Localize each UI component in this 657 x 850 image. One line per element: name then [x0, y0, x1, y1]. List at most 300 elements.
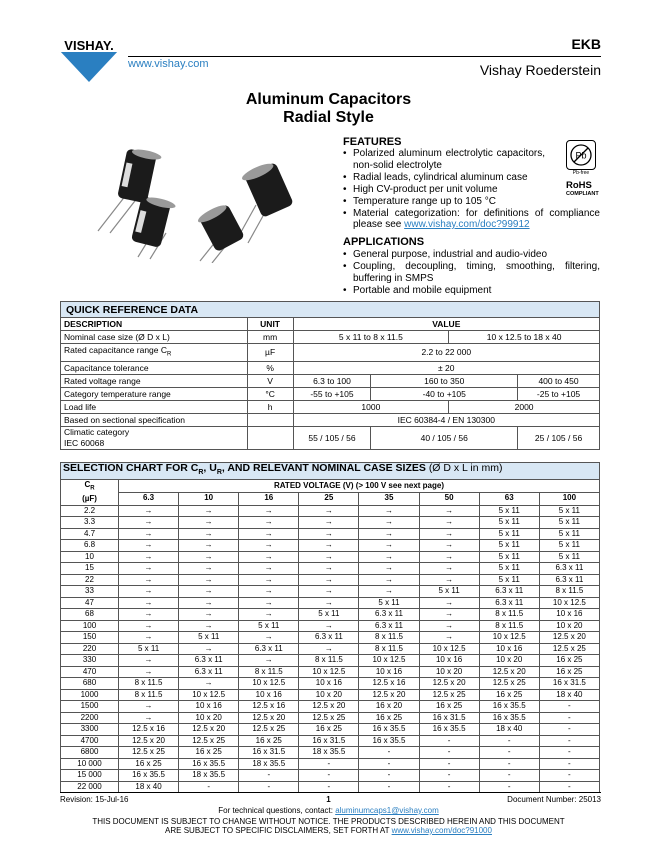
- table-row: [61, 689, 600, 701]
- case-size-cell: 12.5 x 20: [119, 735, 179, 747]
- case-size-cell: 12.5 x 20: [179, 724, 239, 736]
- cr-unit: (µF): [82, 494, 97, 504]
- case-size-cell: →: [239, 563, 299, 575]
- table-row: [61, 735, 600, 747]
- case-size-cell: →: [299, 586, 359, 598]
- case-size-cell: 16 x 31.5: [239, 747, 299, 759]
- voltage-cell: 6.3: [119, 492, 179, 505]
- capacitance-cell: 15 000: [61, 770, 119, 782]
- case-size-cell: →: [119, 505, 179, 517]
- case-size-cell: 5 x 11: [539, 517, 599, 529]
- table-cell: -55 to +105: [293, 387, 371, 400]
- case-size-cell: →: [179, 517, 239, 529]
- case-size-cell: →: [359, 540, 419, 552]
- case-size-cell: 10 x 16: [179, 701, 239, 713]
- table-cell: 10 x 12.5 to 18 x 40: [449, 331, 600, 344]
- table-row: [61, 505, 600, 517]
- case-size-cell: -: [479, 781, 539, 793]
- revision: Revision: 15-Jul-16: [60, 795, 129, 804]
- case-size-cell: 8 x 11.5: [119, 678, 179, 690]
- case-size-cell: →: [359, 586, 419, 598]
- list-item: • Polarized aluminum electrolytic capacitors, non-solid electrolyte: [343, 148, 600, 171]
- case-size-cell: 12.5 x 25: [119, 747, 179, 759]
- case-size-cell: →: [179, 528, 239, 540]
- column-header: UNIT: [247, 318, 293, 331]
- case-size-cell: 18 x 40: [119, 781, 179, 793]
- case-size-cell: -: [479, 747, 539, 759]
- quick-reference-title: QUICK REFERENCE DATA: [61, 302, 600, 318]
- applications-heading: APPLICATIONS: [343, 236, 425, 248]
- case-size-cell: →: [359, 528, 419, 540]
- case-size-cell: -: [539, 701, 599, 713]
- table-row: [61, 344, 600, 362]
- case-size-cell: 16 x 35.5: [119, 770, 179, 782]
- table-row: [61, 597, 600, 609]
- case-size-cell: 5 x 11: [239, 620, 299, 632]
- case-size-cell: 5 x 11: [299, 609, 359, 621]
- compliant-label: COMPLIANT: [566, 191, 599, 197]
- case-size-cell: -: [299, 770, 359, 782]
- table-cell: 2.2 to 22 000: [293, 344, 599, 362]
- case-size-cell: 10 x 16: [239, 689, 299, 701]
- case-size-cell: 6.3 x 11: [179, 655, 239, 667]
- case-size-cell: →: [119, 574, 179, 586]
- table-cell: 160 to 350: [371, 374, 518, 387]
- capacitance-cell: 15: [61, 563, 119, 575]
- case-size-cell: →: [119, 586, 179, 598]
- case-size-cell: →: [359, 517, 419, 529]
- page-title: Aluminum Capacitors: [245, 91, 412, 108]
- case-size-cell: 5 x 11: [539, 505, 599, 517]
- capacitance-cell: 3.3: [61, 517, 119, 529]
- table-cell: Capacitance tolerance: [61, 361, 248, 374]
- case-size-cell: →: [419, 505, 479, 517]
- column-header: DESCRIPTION: [61, 318, 248, 331]
- case-size-cell: 16 x 25: [299, 724, 359, 736]
- case-size-cell: →: [119, 632, 179, 644]
- material-text: Material categorization: for definitions of compliance please see: [353, 207, 600, 230]
- case-size-cell: →: [179, 643, 239, 655]
- case-size-cell: -: [419, 781, 479, 793]
- applications-list: [343, 249, 600, 297]
- contact-line: [0, 806, 657, 815]
- case-size-cell: -: [539, 770, 599, 782]
- list-item: • General purpose, industrial and audio-video: [343, 249, 600, 261]
- table-cell: ± 20: [293, 361, 599, 374]
- case-size-cell: 10 x 12.5: [419, 643, 479, 655]
- title-subscript: R: [198, 469, 204, 477]
- case-size-cell: →: [299, 551, 359, 563]
- table-cell: Nominal case size (Ø D x L): [61, 331, 248, 344]
- case-size-cell: →: [239, 597, 299, 609]
- case-size-cell: 6.3 x 11: [299, 632, 359, 644]
- case-size-cell: 8 x 11.5: [119, 689, 179, 701]
- case-size-cell: 10 x 20: [419, 666, 479, 678]
- table-row: [61, 551, 600, 563]
- case-size-cell: 8 x 11.5: [539, 586, 599, 598]
- case-size-cell: →: [239, 540, 299, 552]
- case-size-cell: 16 x 35.5: [179, 758, 239, 770]
- case-size-cell: 16 x 35.5: [479, 712, 539, 724]
- disclaimer-line-2: [0, 826, 657, 835]
- table-cell: V: [247, 374, 293, 387]
- case-size-cell: -: [539, 781, 599, 793]
- capacitance-cell: 680: [61, 678, 119, 690]
- capacitance-cell: 33: [61, 586, 119, 598]
- company-name: Vishay Roederstein: [479, 62, 601, 78]
- column-header: VALUE: [293, 318, 599, 331]
- case-size-cell: 8 x 11.5: [359, 632, 419, 644]
- case-size-cell: 10 x 16: [539, 609, 599, 621]
- case-size-cell: 12.5 x 16: [239, 701, 299, 713]
- features-heading: FEATURES: [343, 136, 402, 148]
- case-size-cell: 6.3 x 11: [179, 666, 239, 678]
- case-size-cell: →: [299, 563, 359, 575]
- case-size-cell: 16 x 25: [359, 712, 419, 724]
- case-size-cell: 6.3 x 11: [239, 643, 299, 655]
- table-row: [61, 632, 600, 644]
- table-row: [61, 609, 600, 621]
- capacitance-cell: 4.7: [61, 528, 119, 540]
- table-cell: µF: [247, 344, 293, 362]
- case-size-cell: -: [419, 747, 479, 759]
- case-size-cell: 16 x 25: [119, 758, 179, 770]
- case-size-cell: 10 x 16: [359, 666, 419, 678]
- table-row: [61, 678, 600, 690]
- case-size-cell: 10 x 12.5: [179, 689, 239, 701]
- case-size-cell: 16 x 31.5: [419, 712, 479, 724]
- case-size-cell: 12.5 x 20: [299, 701, 359, 713]
- table-row: [61, 540, 600, 552]
- case-size-cell: -: [479, 770, 539, 782]
- case-size-cell: 10 x 12.5: [239, 678, 299, 690]
- case-size-cell: 6.3 x 11: [359, 609, 419, 621]
- case-size-cell: -: [239, 770, 299, 782]
- case-size-cell: 16 x 35.5: [479, 701, 539, 713]
- case-size-cell: 5 x 11: [539, 540, 599, 552]
- table-row: [61, 712, 600, 724]
- table-row: [61, 528, 600, 540]
- voltage-cell: 63: [479, 492, 539, 505]
- case-size-cell: 12.5 x 20: [359, 689, 419, 701]
- capacitance-cell: 470: [61, 666, 119, 678]
- page-subtitle: Radial Style: [283, 109, 374, 126]
- table-row: [61, 666, 600, 678]
- case-size-cell: -: [539, 735, 599, 747]
- case-size-cell: 8 x 11.5: [479, 609, 539, 621]
- table-cell: 55 / 105 / 56: [293, 426, 371, 449]
- capacitor-body-3: [240, 161, 294, 218]
- case-size-cell: →: [239, 632, 299, 644]
- case-size-cell: →: [419, 620, 479, 632]
- table-row: [61, 413, 600, 426]
- case-size-cell: →: [119, 712, 179, 724]
- case-size-cell: →: [299, 540, 359, 552]
- case-size-cell: →: [179, 586, 239, 598]
- case-size-cell: →: [179, 609, 239, 621]
- capacitance-cell: 68: [61, 609, 119, 621]
- case-size-cell: -: [419, 758, 479, 770]
- case-size-cell: 12.5 x 20: [479, 666, 539, 678]
- case-size-cell: -: [299, 781, 359, 793]
- case-size-cell: 16 x 35.5: [359, 724, 419, 736]
- capacitance-cell: 10: [61, 551, 119, 563]
- case-size-cell: 6.3 x 11: [479, 586, 539, 598]
- case-size-cell: →: [359, 505, 419, 517]
- selection-chart-table: [60, 462, 600, 793]
- title-text: , U: [203, 462, 217, 475]
- case-size-cell: 10 x 12.5: [539, 597, 599, 609]
- capacitance-cell: 6800: [61, 747, 119, 759]
- case-size-cell: →: [179, 551, 239, 563]
- disclaimer-link[interactable]: www.vishay.com/doc?91000: [391, 826, 492, 835]
- case-size-cell: →: [179, 540, 239, 552]
- pb-text: Pb: [575, 150, 587, 161]
- case-size-cell: 10 x 12.5: [359, 655, 419, 667]
- case-size-cell: 6.3 x 11: [479, 597, 539, 609]
- case-size-cell: 12.5 x 25: [299, 712, 359, 724]
- table-cell: °C: [247, 387, 293, 400]
- pb-free-icon: [566, 140, 596, 170]
- header-rule: [128, 56, 601, 57]
- case-size-cell: 12.5 x 20: [419, 678, 479, 690]
- case-size-cell: 16 x 25: [179, 747, 239, 759]
- voltage-row: [61, 492, 600, 505]
- case-size-cell: 12.5 x 16: [119, 724, 179, 736]
- case-size-cell: -: [479, 735, 539, 747]
- case-size-cell: →: [359, 551, 419, 563]
- case-size-cell: 12.5 x 25: [479, 678, 539, 690]
- case-size-cell: →: [119, 609, 179, 621]
- case-size-cell: →: [119, 563, 179, 575]
- case-size-cell: →: [419, 632, 479, 644]
- case-size-cell: →: [419, 517, 479, 529]
- case-size-cell: 16 x 31.5: [299, 735, 359, 747]
- case-size-cell: →: [179, 574, 239, 586]
- case-size-cell: →: [299, 517, 359, 529]
- cr-subscript: R: [90, 485, 95, 492]
- case-size-cell: →: [419, 540, 479, 552]
- table-row: [61, 781, 600, 793]
- table-cell: [247, 426, 293, 449]
- capacitance-cell: 3300: [61, 724, 119, 736]
- table-row: [61, 620, 600, 632]
- case-size-cell: -: [539, 724, 599, 736]
- list-item: [343, 208, 600, 231]
- title-text: SELECTION CHART FOR C: [63, 462, 199, 475]
- cell-text: Climatic category: [64, 426, 130, 437]
- case-size-cell: -: [359, 758, 419, 770]
- case-size-cell: 6.3 x 11: [539, 574, 599, 586]
- table-cell: 6.3 to 100: [293, 374, 371, 387]
- case-size-cell: 16 x 20: [359, 701, 419, 713]
- case-size-cell: 16 x 35.5: [419, 724, 479, 736]
- case-size-cell: →: [239, 551, 299, 563]
- voltage-cell: 100: [539, 492, 599, 505]
- case-size-cell: 18 x 35.5: [239, 758, 299, 770]
- case-size-cell: →: [299, 620, 359, 632]
- cell-subscript: R: [167, 351, 172, 358]
- disclaimer-line-1: THIS DOCUMENT IS SUBJECT TO CHANGE WITHOUT NOTICE. THE PRODUCTS DESCRIBED HEREIN AND THIS DOCUMENT: [92, 817, 565, 826]
- voltage-cell: 10: [179, 492, 239, 505]
- cell-text: Rated capacitance range C: [64, 345, 168, 355]
- table-cell: Load life: [61, 400, 248, 413]
- case-size-cell: 8 x 11.5: [479, 620, 539, 632]
- capacitor-body-4: [196, 202, 245, 252]
- case-size-cell: →: [299, 643, 359, 655]
- case-size-cell: -: [359, 781, 419, 793]
- case-size-cell: 16 x 25: [239, 735, 299, 747]
- case-size-cell: →: [179, 678, 239, 690]
- table-cell: Rated voltage range: [61, 374, 248, 387]
- case-size-cell: 5 x 11: [539, 551, 599, 563]
- table-row: [61, 574, 600, 586]
- selection-body: [61, 505, 600, 793]
- case-size-cell: →: [119, 528, 179, 540]
- table-row: [61, 361, 600, 374]
- case-size-cell: →: [119, 701, 179, 713]
- case-size-cell: 8 x 11.5: [299, 655, 359, 667]
- capacitance-cell: 2.2: [61, 505, 119, 517]
- cell-text: IEC 60068: [64, 437, 105, 448]
- case-size-cell: 8 x 11.5: [359, 643, 419, 655]
- table-cell: -40 to +105: [371, 387, 518, 400]
- cr-header: [61, 480, 119, 506]
- case-size-cell: -: [539, 712, 599, 724]
- table-cell: 40 / 105 / 56: [371, 426, 518, 449]
- case-size-cell: -: [359, 770, 419, 782]
- case-size-cell: 12.5 x 25: [239, 724, 299, 736]
- case-size-cell: →: [119, 655, 179, 667]
- table-row: [61, 724, 600, 736]
- case-size-cell: →: [419, 563, 479, 575]
- case-size-cell: →: [419, 528, 479, 540]
- table-row: [61, 655, 600, 667]
- disclaimer-text: ARE SUBJECT TO SPECIFIC DISCLAIMERS, SET FORTH AT: [165, 826, 392, 835]
- capacitance-cell: 4700: [61, 735, 119, 747]
- vishay-logo: [57, 36, 121, 82]
- rohs-label: RoHS: [566, 180, 592, 191]
- capacitance-cell: 150: [61, 632, 119, 644]
- capacitance-cell: 220: [61, 643, 119, 655]
- table-cell: 1000: [293, 400, 449, 413]
- capacitance-cell: 1500: [61, 701, 119, 713]
- case-size-cell: →: [239, 505, 299, 517]
- case-size-cell: →: [179, 620, 239, 632]
- contact-email-link[interactable]: aluminumcaps1@vishay.com: [335, 806, 439, 815]
- case-size-cell: →: [419, 551, 479, 563]
- table-cell: IEC 60384-4 / EN 130300: [293, 413, 599, 426]
- table-cell: 5 x 11 to 8 x 11.5: [293, 331, 449, 344]
- page-number: 1: [326, 795, 331, 804]
- table-row: [61, 747, 600, 759]
- case-size-cell: -: [539, 758, 599, 770]
- case-size-cell: →: [299, 505, 359, 517]
- case-size-cell: →: [239, 528, 299, 540]
- case-size-cell: →: [179, 505, 239, 517]
- case-size-cell: 12.5 x 20: [239, 712, 299, 724]
- table-row: [61, 643, 600, 655]
- case-size-cell: 5 x 11: [539, 528, 599, 540]
- title-text: , AND RELEVANT NOMINAL CASE SIZES: [221, 462, 426, 475]
- case-size-cell: 18 x 40: [539, 689, 599, 701]
- case-size-cell: 5 x 11: [479, 540, 539, 552]
- case-size-cell: →: [359, 574, 419, 586]
- table-cell: [61, 344, 248, 362]
- case-size-cell: 5 x 11: [479, 574, 539, 586]
- table-row: [61, 426, 600, 449]
- case-size-cell: →: [119, 540, 179, 552]
- case-size-cell: 5 x 11: [479, 528, 539, 540]
- case-size-cell: 10 x 16: [419, 655, 479, 667]
- case-size-cell: -: [299, 758, 359, 770]
- voltage-cell: 50: [419, 492, 479, 505]
- table-cell: 25 / 105 / 56: [518, 426, 600, 449]
- case-size-cell: -: [539, 747, 599, 759]
- table-cell: Category temperature range: [61, 387, 248, 400]
- list-item: • Portable and mobile equipment: [343, 285, 600, 297]
- list-item: • Coupling, decoupling, timing, smoothing, filtering, buffering in SMPS: [343, 261, 600, 284]
- case-size-cell: 12.5 x 16: [359, 678, 419, 690]
- case-size-cell: -: [419, 735, 479, 747]
- table-cell: %: [247, 361, 293, 374]
- case-size-cell: 16 x 25: [539, 655, 599, 667]
- case-size-cell: →: [299, 528, 359, 540]
- case-size-cell: →: [299, 597, 359, 609]
- table-cell: [247, 413, 293, 426]
- case-size-cell: →: [179, 597, 239, 609]
- case-size-cell: →: [119, 620, 179, 632]
- case-size-cell: 12.5 x 25: [539, 643, 599, 655]
- case-size-cell: 10 x 20: [539, 620, 599, 632]
- voltage-header: RATED VOLTAGE (V) (> 100 V see next page): [119, 480, 600, 493]
- selection-chart-title: [61, 463, 600, 480]
- table-row: [61, 517, 600, 529]
- footer-rule: [60, 792, 601, 793]
- table-row: [61, 758, 600, 770]
- case-size-cell: →: [359, 563, 419, 575]
- case-size-cell: 10 x 20: [179, 712, 239, 724]
- case-size-cell: 18 x 40: [479, 724, 539, 736]
- case-size-cell: →: [419, 574, 479, 586]
- features-list: [343, 148, 600, 231]
- case-size-cell: →: [119, 517, 179, 529]
- svg-text:VISHAY.: VISHAY.: [64, 38, 114, 53]
- case-size-cell: 10 x 16: [299, 678, 359, 690]
- table-cell: h: [247, 400, 293, 413]
- table-row: [61, 374, 600, 387]
- case-size-cell: -: [479, 758, 539, 770]
- case-size-cell: -: [239, 781, 299, 793]
- case-size-cell: →: [419, 597, 479, 609]
- case-size-cell: 6.3 x 11: [539, 563, 599, 575]
- case-size-cell: 5 x 11: [479, 563, 539, 575]
- case-size-cell: 5 x 11: [479, 551, 539, 563]
- table-cell: 400 to 450: [518, 374, 600, 387]
- list-item: • Temperature range up to 105 °C: [343, 196, 600, 208]
- table-cell: [61, 426, 248, 449]
- table-row: [61, 331, 600, 344]
- vishay-url-link[interactable]: www.vishay.com: [128, 58, 209, 70]
- case-size-cell: 16 x 25: [479, 689, 539, 701]
- material-link[interactable]: www.vishay.com/doc?99912: [404, 219, 530, 230]
- case-size-cell: 18 x 35.5: [299, 747, 359, 759]
- table-row: [61, 586, 600, 598]
- capacitance-cell: 47: [61, 597, 119, 609]
- quick-reference-table: [60, 301, 600, 450]
- table-cell: Based on sectional specification: [61, 413, 248, 426]
- voltage-cell: 25: [299, 492, 359, 505]
